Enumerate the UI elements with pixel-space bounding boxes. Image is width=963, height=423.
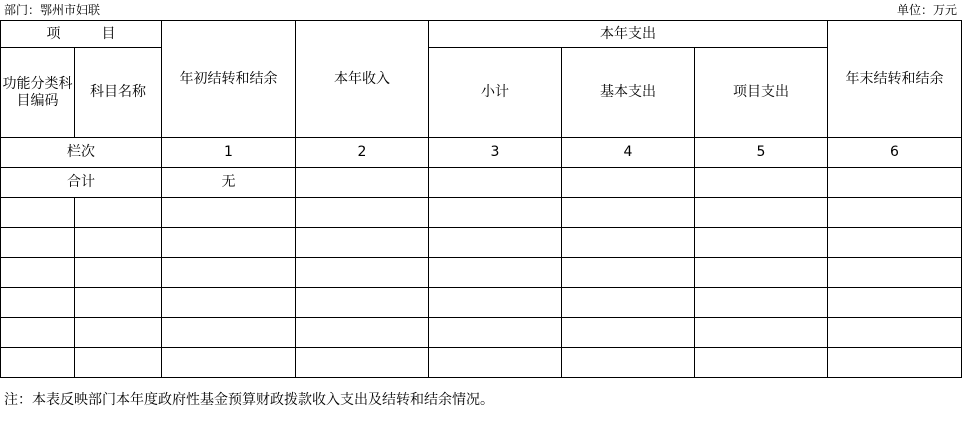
table-cell (162, 258, 296, 288)
table-cell (828, 288, 962, 318)
item-header-right: 目 (101, 25, 116, 42)
table-cell (75, 348, 162, 378)
table-cell (1, 258, 75, 288)
table-cell (429, 168, 562, 198)
column-number-1: 1 (162, 138, 296, 168)
table-cell (75, 228, 162, 258)
item-header-cell (1, 21, 162, 48)
table-row (1, 258, 962, 288)
table-cell (1, 198, 75, 228)
column-number-2: 2 (296, 138, 429, 168)
beginning-balance-header: 年初结转和结余 (162, 21, 296, 138)
project-expense-header: 项目支出 (695, 48, 828, 138)
table-row (1, 198, 962, 228)
table-cell (562, 198, 695, 228)
table-cell (1, 288, 75, 318)
table-cell (562, 348, 695, 378)
table-cell (695, 288, 828, 318)
table-cell (695, 168, 828, 198)
table-row (1, 288, 962, 318)
table-cell (429, 318, 562, 348)
basic-expense-header: 基本支出 (562, 48, 695, 138)
table-cell (1, 318, 75, 348)
table-cell (828, 258, 962, 288)
table-cell (828, 348, 962, 378)
item-header-left: 项 (46, 25, 61, 42)
table-cell (695, 198, 828, 228)
table-cell (828, 198, 962, 228)
table-cell (562, 228, 695, 258)
table-cell (296, 318, 429, 348)
column-number-4: 4 (562, 138, 695, 168)
row-index-label: 栏次 (1, 138, 162, 168)
ending-balance-header: 年末结转和结余 (828, 21, 962, 138)
table-cell (695, 348, 828, 378)
column-number-3: 3 (429, 138, 562, 168)
column-number-5: 5 (695, 138, 828, 168)
fund-budget-table (0, 20, 962, 378)
table-cell (695, 258, 828, 288)
table-cell (1, 348, 75, 378)
table-cell (429, 258, 562, 288)
income-header: 本年收入 (296, 21, 429, 138)
table-cell (429, 348, 562, 378)
table-cell (75, 198, 162, 228)
table-cell (429, 228, 562, 258)
table-cell (296, 288, 429, 318)
table-cell (828, 168, 962, 198)
table-row (1, 228, 962, 258)
table-cell (296, 198, 429, 228)
table-cell (162, 288, 296, 318)
table-cell (75, 258, 162, 288)
table-cell (562, 168, 695, 198)
table-cell (162, 348, 296, 378)
subject-name-header: 科目名称 (75, 48, 162, 138)
table-cell (828, 228, 962, 258)
table-cell (296, 228, 429, 258)
table-cell (429, 288, 562, 318)
table-cell (75, 318, 162, 348)
table-cell (162, 198, 296, 228)
table-cell (75, 288, 162, 318)
table-cell (296, 168, 429, 198)
table-cell (296, 348, 429, 378)
table-cell (695, 318, 828, 348)
table-row (1, 318, 962, 348)
expense-group-header: 本年支出 (429, 21, 828, 48)
table-cell (162, 318, 296, 348)
table-cell (1, 228, 75, 258)
total-row (1, 168, 962, 198)
table-cell (562, 318, 695, 348)
table-cell (429, 198, 562, 228)
table-cell (695, 228, 828, 258)
table-cell (562, 288, 695, 318)
subtotal-header: 小计 (429, 48, 562, 138)
table-cell (562, 258, 695, 288)
table-cell (162, 228, 296, 258)
table-cell (296, 258, 429, 288)
unit-label: 单位：万元 (896, 3, 957, 17)
total-label: 合计 (1, 168, 162, 198)
func-code-header: 功能分类科目编码 (1, 48, 75, 138)
table-row (1, 348, 962, 378)
department-label: 部门：鄂州市妇联 (4, 3, 101, 17)
column-number-6: 6 (828, 138, 962, 168)
table-cell (828, 318, 962, 348)
footnote: 注：本表反映部门本年度政府性基金预算财政拨款收入支出及结转和结余情况。 (4, 392, 494, 408)
total-beginning-value: 无 (162, 168, 296, 198)
